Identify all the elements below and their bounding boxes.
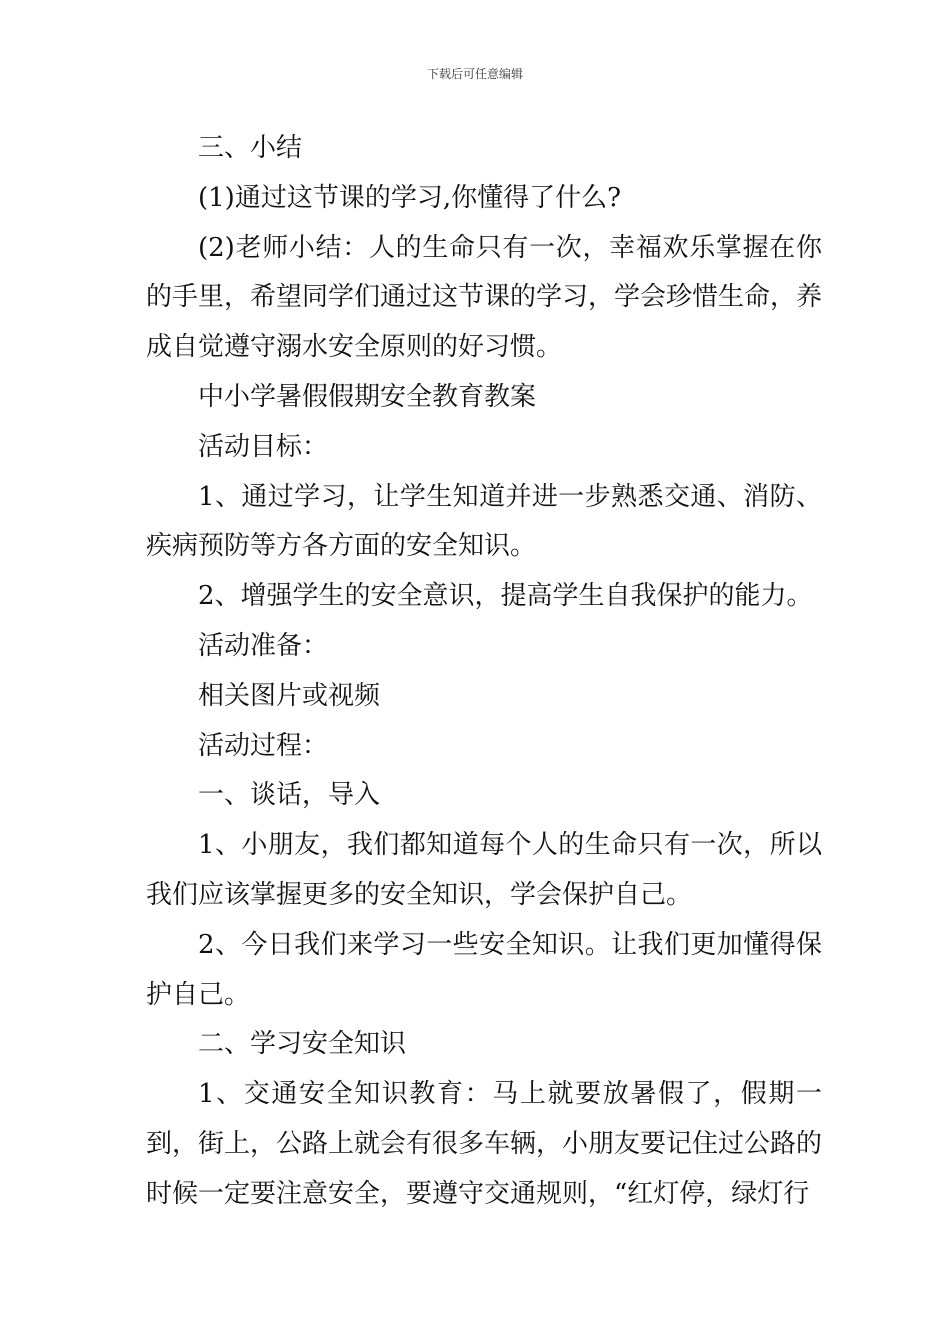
process-step-1-heading: 一、谈话，导入 [198, 780, 381, 811]
summary-teacher-conclusion: (2)老师小结：人的生命只有一次，幸福欢乐掌握在你的手里，希望同学们通过这节课的学习，学会珍惜生命，养成自觉遵守溺水安全原则的好习惯。 [146, 232, 823, 363]
activity-preparation-heading: 活动准备： [198, 630, 329, 661]
page-header-note: 下载后可任意编辑 [426, 67, 523, 81]
section-heading-summary: 三、小结 [198, 133, 303, 163]
process-step-1-item-2: 2、今日我们来学习一些安全知识。让我们更加懂得保护自己。 [146, 929, 822, 1010]
activity-preparation-item: 相关图片或视频 [198, 680, 381, 711]
document-body [146, 124, 822, 1220]
summary-question-1: (1)通过这节课的学习,你懂得了什么? [198, 182, 622, 213]
activity-process-heading: 活动过程： [198, 730, 329, 761]
activity-goal-2: 2、增强学生的安全意识，提高学生自我保护的能力。 [198, 581, 813, 612]
lesson-plan-title: 中小学暑假假期安全教育教案 [198, 381, 537, 412]
activity-goal-1: 1、通过学习，让学生知道并进一步熟悉交通、消防、疾病预防等方各方面的安全知识。 [146, 481, 822, 562]
process-step-2-item-1: 1、交通安全知识教育：马上就要放暑假了，假期一到，街上，公路上就会有很多车辆，小朋友要记住过公路的时候一定要注意安全，要遵守交通规则，“红灯停，绿灯行 [146, 1079, 823, 1209]
process-step-1-item-1: 1、小朋友，我们都知道每个人的生命只有一次，所以我们应该掌握更多的安全知识，学会保护自己。 [146, 830, 822, 910]
activity-goals-heading: 活动目标： [198, 431, 329, 462]
process-step-2-heading: 二、学习安全知识 [198, 1029, 407, 1060]
